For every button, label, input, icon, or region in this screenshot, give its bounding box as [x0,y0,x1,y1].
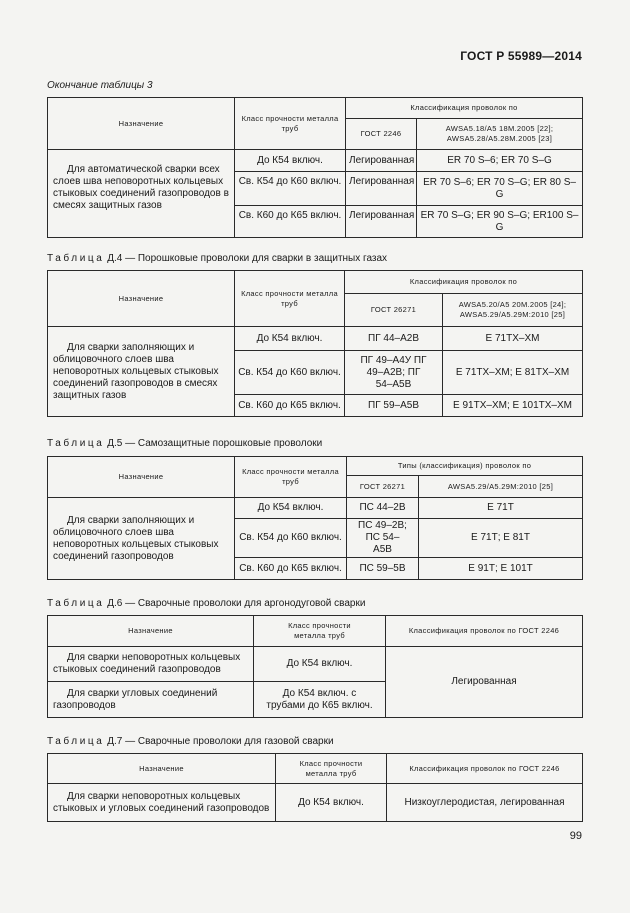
aws-cell: Е 71ТХ–ХМ; Е 81ТХ–ХМ [443,351,583,395]
gost-cell: Легированная [346,150,417,172]
purpose-cell: Для автоматической сварки всех слоев шва неповоротных кольцевых стыковых соединений газопроводов в смесях защитных газов [48,150,235,238]
gost-cell: Легированная [346,172,417,206]
strength-cell: До К54 включ. [235,327,345,351]
header-gost: ГОСТ 26271 [345,294,443,327]
purpose-cell: Для сварки неповоротных кольцевых стыковых соединений газопроводов [48,647,254,682]
gost-cell: ПГ 44–А2В [345,327,443,351]
aws-cell: Е 91Т; Е 101Т [419,558,583,580]
header-classification: Классификация проволок по [345,271,583,294]
tableD4-caption: Таблица Д.4 — Порошковые проволоки для сварки в защитных газах [47,253,388,264]
strength-cell: Св. К54 до К60 включ. [235,351,345,395]
gost-cell: ПС 49–2В; ПС 54–А5В [347,519,419,558]
header-aws: AWSA5.29/A5.29M:2010 [25] [419,476,583,498]
classification-cell: Легированная [386,647,583,718]
header-strength: Класс прочности металла труб [276,754,387,784]
gost-cell: ПГ 59–А5В [345,395,443,417]
tableD5-caption: Таблица Д.5 — Самозащитные порошковые проволоки [47,438,323,449]
header-strength: Класс прочности металла труб [235,457,347,498]
strength-cell: До К54 включ. [235,498,347,519]
header-gost: ГОСТ 2246 [346,119,417,150]
aws-cell: ER 70 S–G; ER 90 S–G; ER100 S–G [417,206,583,238]
standard-header: ГОСТ Р 55989—2014 [460,49,582,63]
gost-cell: ПС 59–5В [347,558,419,580]
purpose-cell: Для сварки неповоротных кольцевых стыковых и угловых соединений газопроводов [48,784,276,822]
tableD6-caption: Таблица Д.6 — Сварочные проволоки для аргонодуговой сварки [47,598,366,609]
strength-cell: Св. К60 до К65 включ. [235,558,347,580]
aws-cell: Е 71ТХ–ХМ [443,327,583,351]
table-D4 [47,270,583,417]
header-strength: Класс прочности металла труб [235,98,346,150]
strength-cell: Св. К54 до К60 включ. [235,172,346,206]
strength-cell: До К54 включ. [276,784,387,822]
header-classification: Типы (классификация) проволок по [347,457,583,476]
gost-cell: Легированная [346,206,417,238]
header-classification: Классификация проволок по [346,98,583,119]
strength-cell: Св. К60 до К65 включ. [235,206,346,238]
strength-cell: До К54 включ. [235,150,346,172]
aws-cell: Е 71Т [419,498,583,519]
gost-cell: ПС 44–2В [347,498,419,519]
purpose-cell: Для сварки угловых соединений газопроводов [48,682,254,718]
aws-cell: Е 71Т; Е 81Т [419,519,583,558]
strength-cell: До К54 включ. [254,647,386,682]
header-classification: Классификация проволок по ГОСТ 2246 [386,616,583,647]
header-strength: Класс прочности металла труб [235,271,345,327]
table-D7 [47,753,583,822]
table-D5 [47,456,583,580]
table3-caption: Окончание таблицы 3 [47,80,153,91]
header-strength: Класс прочности металла труб [254,616,386,647]
header-gost: ГОСТ 26271 [347,476,419,498]
strength-cell: Св. К60 до К65 включ. [235,395,345,417]
header-purpose: Назначение [48,271,235,327]
aws-cell: Е 91ТХ–ХМ; Е 101ТХ–ХМ [443,395,583,417]
classification-cell: Низкоуглеродистая, легированная [387,784,583,822]
header-aws: AWSA5.18/A5 18M.2005 [22]; AWSA5.28/A5.28M.2005 [23] [417,119,583,150]
purpose-cell: Для сварки заполняющих и облицовочного слоев шва неповоротных кольцевых стыковых соединений газопроводов [48,498,235,580]
table3-end [47,97,583,238]
table-D6 [47,615,583,718]
tableD7-caption: Таблица Д.7 — Сварочные проволоки для газовой сварки [47,736,334,747]
aws-cell: ER 70 S–6; ER 70 S–G [417,150,583,172]
aws-cell: ER 70 S–6; ER 70 S–G; ER 80 S–G [417,172,583,206]
strength-cell: До К54 включ. с трубами до К65 включ. [254,682,386,718]
header-purpose: Назначение [48,616,254,647]
header-purpose: Назначение [48,98,235,150]
header-classification: Классификация проволок по ГОСТ 2246 [387,754,583,784]
header-aws: AWSA5.20/A5 20M.2005 [24]; AWSA5.29/A5.29M:2010 [25] [443,294,583,327]
strength-cell: Св. К54 до К60 включ. [235,519,347,558]
header-purpose: Назначение [48,457,235,498]
page-number: 99 [569,830,582,842]
gost-cell: ПГ 49–А4У ПГ 49–А2В; ПГ 54–А5В [345,351,443,395]
purpose-cell: Для сварки заполняющих и облицовочного слоев шва неповоротных кольцевых стыковых соединений газопроводов в смесях защитных газов [48,327,235,417]
header-purpose: Назначение [48,754,276,784]
